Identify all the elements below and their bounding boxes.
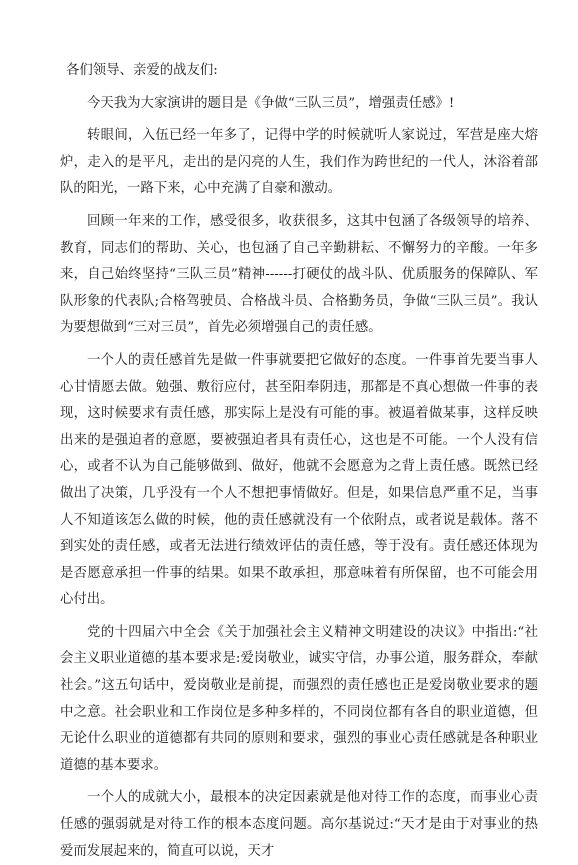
salutation: 各们领导、亲爱的战友们:: [66, 63, 218, 78]
paragraph-achievement: 一个人的成就大小，最根本的决定因素就是他对待工作的态度，而事业心责任感的强弱就是对待工作的根本态度问题。高尔基说过:“天才是由于对事业的热爱而发展起来的，简直可以说，天才: [60, 790, 538, 859]
paragraph-review: 回顾一年来的工作，感受很多，收获很多，这其中包涵了各级领导的培养、教育，同志们的帮助、关心，也包涵了自己辛勤耕耘、不懈努力的辛酸。一年多来，自己始终坚持“三队三员”精神------打硬仗的战斗队、优质服务的保障队、军队形象的代表队;合格驾驶员、合格战斗员、合格勤务员，争做“三队三员”。我认为要想做到“三对三员”，首先必须增强自己的责任感。: [60, 213, 538, 336]
paragraph-enlistment: 转眼间，入伍已经一年多了，记得中学的时候就听人家说过，军营是座大熔炉，走入的是平凡，走出的是闪亮的人生，我们作为跨世纪的一代人，沐浴着部队的阳光，一路下来，心中充满了自豪和激动。: [60, 128, 538, 197]
paragraph-topic: 今天我为大家演讲的题目是《争做“三队三员”，增强责任感》!: [87, 95, 455, 111]
paragraph-ethics: 党的十四届六中全会《关于加强社会主义精神文明建设的决议》中指出:“社会主义职业道德的基本要求是:爱岗敬业，诚实守信，办事公道，服务群众，奉献社会。”这五句话中，爱岗敬业是前提，而强烈的责任感也正是爱岗敬业要求的题中之意。社会职业和工作岗位是多种多样的，不同岗位都有各自的职业道德，但无论什么职业的道德都有共同的原则和要求，强烈的事业心责任感就是各种职业道德的基本要求。: [60, 624, 538, 773]
paragraph-responsibility: 一个人的责任感首先是做一件事就要把它做好的态度。一件事首先要当事人心甘情愿去做。勉强、敷衍应付，甚至阳奉阴违，那都是不真心想做一件事的表现，这时候要求有责任感，那实际上是没有可能的事。被逼着做某事，这样反映出来的是强迫者的意愿，要被强迫者具有责任心，这也是不可能。一个人没有信心，或者不认为自己能够做到、做好，他就不会愿意为之背上责任感。既然已经做出了决策，几乎没有一个人不想把事情做好。但是，如果信息严重不足，当事人不知道该怎么做的时候，他的责任感就没有一个依附点，或者说是载体。落不到实处的责任感，或者无法进行绩效评估的责任感，等于没有。责任感还体现为是否愿意承担一件事的结果。如果不敢承担，那意味着有所保留，也不可能会用心付出。: [60, 352, 538, 608]
